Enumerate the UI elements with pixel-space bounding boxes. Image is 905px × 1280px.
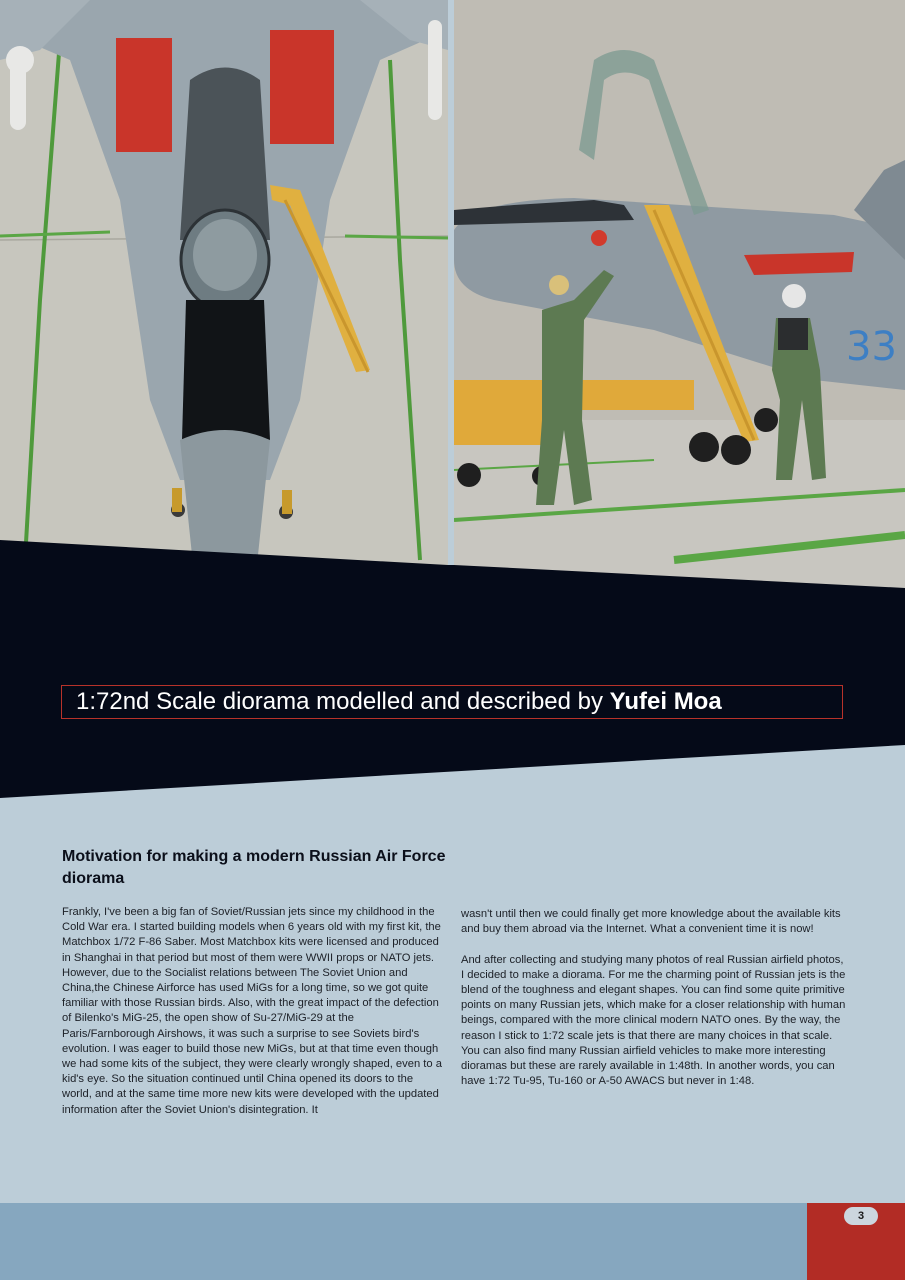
- photo-cockpit-top-view: [0, 0, 448, 600]
- title-prefix: 1:72nd Scale diorama modelled and described by: [76, 688, 610, 715]
- photo-side-view-with-pilots: [454, 0, 905, 600]
- cockpit-top-view-illustration: [0, 0, 448, 600]
- text-column-left: [62, 905, 444, 1133]
- photo-spread: [0, 0, 905, 600]
- page-number-badge: 3: [844, 1207, 878, 1225]
- paragraph: And after collecting and studying many photos of real Russian airfield photos, I decided to make a diorama. For me the charming point of Russian jets is the blend of the toughness and elegant shapes. You can find some quite primitive points on many Russian jets, which make for a closer relationship with human beings, compared with the more clinical modern NATO ones. By the way, the reason I stick to 1:72 scale jets is that there are many choices in that scale. You can also find many Russian airfield vehicles to make more interesting dioramas but these are rarely available in 1:48th. In another words, you can have 1:72 Tu-95, Tu-160 or A-50 AWACS but never in 1:48.: [461, 953, 846, 1088]
- paragraph: wasn't until then we could finally get more knowledge about the available kits and buy them abroad via the Internet. What a convenient time it is now!: [461, 908, 841, 936]
- paragraph: Frankly, I've been a big fan of Soviet/Russian jets since my childhood in the Cold War era. I started building models when 6 years old with my first kit, the Matchbox 1/72 F-86 Saber. Most Matchbox kits were licensed and produced in Shanghai in that period but most of them were WWII props or NATO jets. However, due to the Socialist relations between The Soviet Union and China,the Chinese Airforce has used MiGs for a long time, so we got quite familiar with those Russian birds. Also, with the great impact of the defection of Bilenko's MiG-25, the open show of Su-27/MiG-29 at the Paris/Farnborough Airshows, it was such a surprise to see Soviets bird's evolution. I was eager to build those new MiGs, but at that time even though we had some kits of the subject, they were clearly wrongly shaped, even to a kid's eye. So the situation continued until China opened its doors to the world, and at the same time more new kits were developed with the updated information after the Soviet Union's disintegration. It: [62, 906, 442, 1116]
- tail-number: 33: [846, 324, 897, 370]
- side-view-illustration: [454, 0, 905, 600]
- article-title-box: [61, 685, 843, 719]
- footer-band: [0, 1203, 905, 1280]
- text-column-right: [461, 907, 846, 1105]
- author-name: Yufei Moa: [609, 688, 722, 715]
- section-heading: Motivation for making a modern Russian Air Force diorama: [62, 848, 446, 887]
